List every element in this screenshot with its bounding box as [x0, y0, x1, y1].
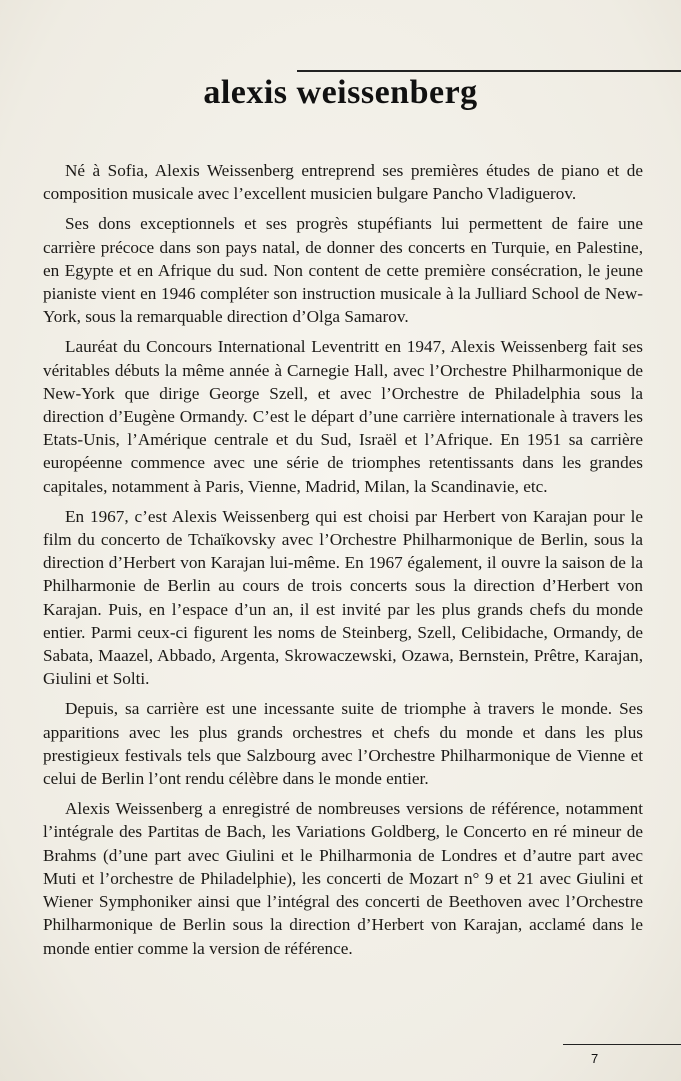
bottom-rule [563, 1044, 681, 1045]
paragraph-6: Alexis Weissenberg a enregistré de nombreuses versions de référence, notamment l’intégrale des Partitas de Bach, les Variations Goldberg, le Concerto en ré mineur de Brahms (d’une part avec Giulini et le Philharmonia de Londres et d’autre part avec Muti et l’orchestre de Philadelphie), les concerti de Mozart n° 9 et 21 avec Giulini et Wiener Symphoniker ainsi que l’intégral des concerti de Beethoven avec l’Orchestre Philharmonique de Berlin sous la direction d’Herbert von Karajan, acclamé dans le monde entier comme la version de référence. [43, 799, 643, 958]
paragraph-1: Né à Sofia, Alexis Weissenberg entreprend ses premières études de piano et de composition musicale avec l’excellent musicien bulgare Pancho Vladiguerov. [43, 161, 643, 204]
top-rule [297, 70, 681, 72]
paragraph-2: Ses dons exceptionnels et ses progrès stupéfiants lui permettent de faire une carrière précoce dans son pays natal, de donner des concerts en Turquie, en Palestine, en Egypte et en Afrique du sud. Non content de cette première consécration, le jeune pianiste vient en 1946 compléter son instruction musicale à la Julliard School de New-York, sous la remarquable direction d’Olga Samarov. [43, 214, 643, 327]
page-title: alexis weissenberg [203, 74, 478, 111]
paragraph-4: En 1967, c’est Alexis Weissenberg qui est choisi par Herbert von Karajan pour le film du concerto de Tchaïkovsky avec l’Orchestre Philharmonique de Berlin, sous la direction d’Herbert von Karajan lui-même. En 1967 également, il ouvre la saison de la Philharmonie de Berlin au cours de trois concerts sous la direction d’Herbert von Karajan. Puis, en l’espace d’un an, il est invité par les plus grands chefs du monde entier. Parmi ceux-ci figurent les noms de Steinberg, Szell, Celibidache, Ormandy, de Sabata, Maazel, Abbado, Argenta, Skrowaczewski, Ozawa, Bernstein, Prêtre, Karajan, Giulini et Solti. [43, 506, 643, 689]
paragraph-3: Lauréat du Concours International Leventritt en 1947, Alexis Weissenberg fait ses véritables débuts la même année à Carnegie Hall, avec l’Orchestre Philharmonique de New-York que dirige George Szell, et avec l’Orchestre de Philadelphia sous la direction d’Eugène Ormandy. C’est le départ d’une carrière internationale à travers les Etats-Unis, l’Amérique centrale et du Sud, Israël et l’Afrique. En 1951 sa carrière européenne commence avec une série de triomphes retentissants dans les grandes capitales, notamment à Paris, Vienne, Madrid, Milan, la Scandinavie, etc. [43, 337, 643, 496]
paragraph-5: Depuis, sa carrière est une incessante suite de triomphe à travers le monde. Ses apparitions avec les plus grands orchestres et chefs du monde et dans les plus prestigieux festivals tels que Salzbourg avec l’Orchestre Philharmonique de Vienne et celui de Berlin l’ont rendu célèbre dans le monde entier. [43, 699, 643, 789]
biography-text [43, 159, 643, 967]
page-number: 7 [591, 1051, 599, 1066]
